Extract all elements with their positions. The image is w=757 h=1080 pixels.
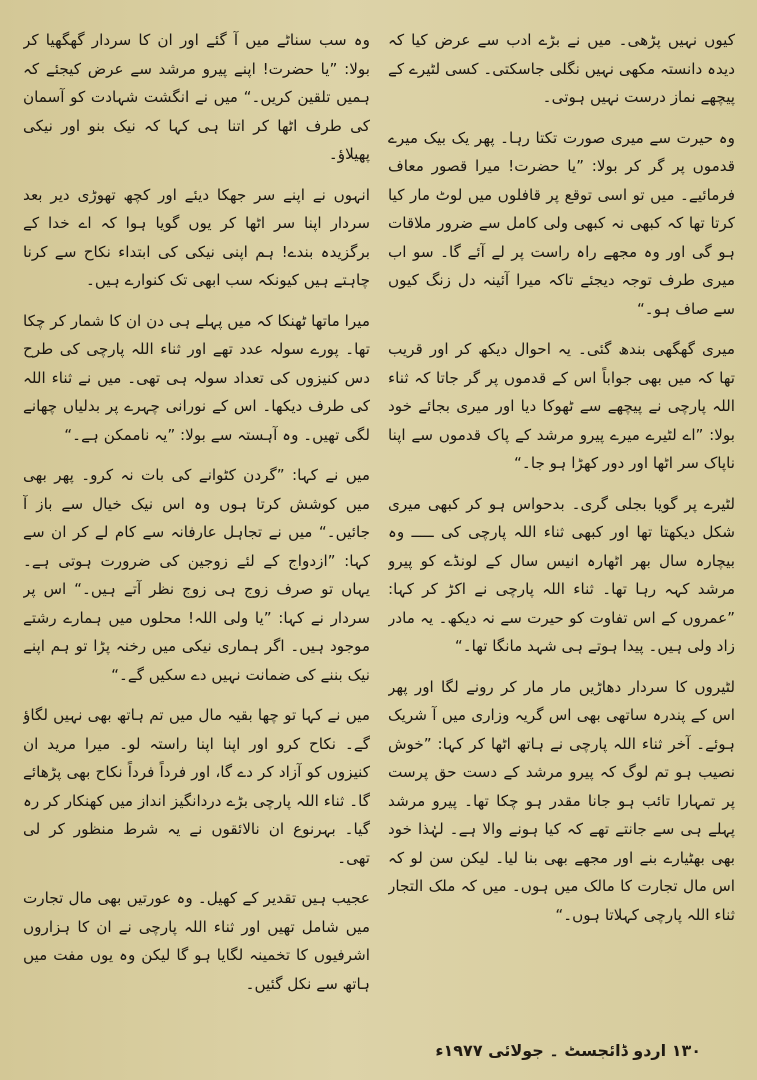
paragraph: میں نے کہا تو چھا بقیہ مال میں تم ہاتھ بھی نہیں لگاؤ گے۔ نکاح کرو اور اپنا اپنا راستہ لو۔ میرا مرید ان کنیزوں کو آزاد کر دے گا، اور فرداً فرداً نکاح بھی پڑھائے گا۔ ثناء اللہ پارچی بڑے دردانگیز انداز میں کھنکار کر رہ گیا۔ بہرنوع ان نالائقوں نے یہ شرط منظور کر لی تھی۔ [23, 706, 370, 867]
paragraph: کیوں نہیں پڑھی۔ میں نے بڑے ادب سے عرض کیا کہ دیدہ دانستہ مکھی نہیں نگلی جاسکتی۔ کسی لٹیرے کے پیچھے نماز درست نہیں ہوتی۔ [388, 31, 735, 106]
paragraph: میری گھگھی بندھ گئی۔ یہ احوال دیکھ کر اور قریب تھا کہ میں بھی جواباً اس کے قدموں پر گر جاتا کہ ثناء اللہ پارچی نے پیچھے سے ٹھوکا دیا اور میری بجائے خود بولا: ”اے لٹیرے میرے پیرو مرشد کے پاک قدموں سے اپنا ناپاک سر اٹھا اور دور کھڑا ہو جا۔“ [388, 340, 735, 472]
page-footer: ۱۳۰ اردو ڈائجسٹ ۔ جولائی ۱۹۷۷ء [435, 1041, 701, 1060]
paragraph: عجیب ہیں تقدیر کے کھیل۔ وہ عورتیں بھی مال تجارت میں شامل تھیں اور ثناء اللہ پارچی نے ان کا ہزاروں اشرفیوں کا تخمینہ لگایا ہو گا لیکن وہ یوں مفت میں ہاتھ سے نکل گئیں۔ [23, 889, 370, 993]
paragraph: وہ سب سناٹے میں آ گئے اور ان کا سردار گھگھیا کر بولا: ”یا حضرت! اپنے پیرو مرشد سے عرض کیجئے کہ ہمیں تلقین کریں۔“ میں نے انگشت شہادت کو آسمان کی طرف اٹھا کر اتنا ہی کہا کہ نیک بنو اور نیکی پھیلاؤ۔ [23, 31, 370, 163]
paragraph: لٹیرے پر گویا بجلی گری۔ بدحواس ہو کر کبھی میری شکل دیکھتا تھا اور کبھی ثناء اللہ پارچی کی ـــــ وہ بیچارہ سال بھر اٹھارہ انیس سال کے لونڈے کو پیرو مرشد کہہ رہا تھا۔ ثناء اللہ پارچی نے اکڑ کر کہا: ”عمروں کے اس تفاوت کو حیرت سے نہ دیکھ۔ یہ مادر زاد ولی ہیں۔ پیدا ہوتے ہی شہد مانگا تھا۔“ [388, 494, 735, 655]
paragraph: لٹیروں کا سردار دھاڑیں مار مار کر رونے لگا اور پھر اس کے پندرہ ساتھی بھی اس گریہ وزاری میں آ شریک ہوئے۔ آخر ثناء اللہ پارچی نے ہاتھ اٹھا کر کہا: ”خوش نصیب ہو تم لوگ کہ پیرو مرشد کے دست حق پرست پر تمہارا تائب ہو جانا مقدر ہو چکا تھا۔ پیرو مرشد پہلے ہی سے جانتے تھے کہ کیا ہونے والا ہے۔ لہٰذا خود بھی بھٹیارے بنے اور مجھے بھی بنا لیا۔ لیکن سن لو کہ اس مال تجارت کا مالک میں ہوں۔ میں کہ ملک التجار ثناء اللہ پارچی کہلاتا ہوں۔“ [388, 677, 735, 924]
paragraph: میں نے کہا: ”گردن کٹوانے کی بات نہ کرو۔ پھر بھی میں کوشش کرتا ہوں وہ اس نیک خیال سے باز آ جائیں۔“ میں نے تجاہل عارفانہ سے کام لے کر ان سے کہا: ”ازدواج کے لئے زوجین کی ضرورت ہوتی ہے۔ یہاں تو صرف زوج ہی زوج نظر آتے ہیں۔“ اس پر سردار نے کہا: ”یا ولی اللہ! محلوں میں ہمارے رشتے موجود ہیں۔ اگر ہماری نیکی میں رخنہ پڑا تو ہم اپنے نیک بننے کی ضمانت نہیں دے سکیں گے۔“ [23, 466, 370, 684]
paragraph: میرا ماتھا ٹھنکا کہ میں پہلے ہی دن ان کا شمار کر چکا تھا۔ پورے سولہ عدد تھے اور ثناء اللہ پارچی کی طرح دس کنیزوں کی تعداد سولہ ہی تھی۔ میں نے ثناء اللہ کی طرف دیکھا۔ اس کے نورانی چہرے پر بدلیاں چھانے لگی تھیں۔ وہ آہستہ سے بولا: ”یہ ناممکن ہے۔“ [23, 311, 370, 444]
text-columns [22, 26, 735, 1036]
paragraph: انہوں نے اپنے سر جھکا دیئے اور کچھ تھوڑی دیر بعد سردار اپنا سر اٹھا کر یوں گویا ہوا کہ اے خدا کے برگزیدہ بندے! ہم اپنی نیکی کی ابتداء نکاح سے کرنا چاہتے ہیں کیونکہ سب ابھی تک کنوارے ہیں۔ [23, 185, 370, 289]
right-column [388, 26, 735, 1036]
paragraph: وہ حیرت سے میری صورت تکتا رہا۔ پھر یک بیک میرے قدموں پر گر کر بولا: ”یا حضرت! میرا قصور معاف فرمائیے۔ میں تو اسی توقع پر قافلوں میں لوٹ مار کیا کرتا تھا کہ کبھی نہ کبھی ولی کامل سے ضرور ملاقات ہو گی اور وہ مجھے راہ راست پر لے آئے گا۔ سو اب میری طرف توجہ دیجئے تاکہ میرا آئینہ دل زنگ کیوں سے صاف ہو۔“ [388, 128, 735, 318]
left-column [23, 26, 370, 1036]
